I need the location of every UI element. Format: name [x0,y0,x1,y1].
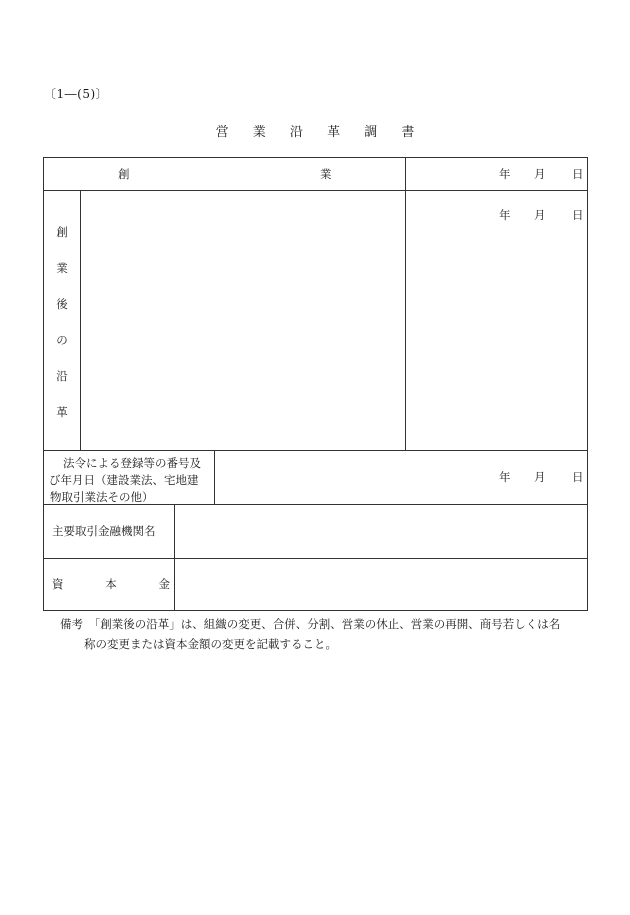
remarks-note [60,614,590,654]
label-char: 沿 [56,369,68,383]
founding-date-input[interactable] [406,158,587,190]
label-char: 革 [56,405,68,419]
title-char: 営 [215,125,229,140]
form-table [43,157,588,611]
history-date-field[interactable] [406,228,587,450]
label-char: 後 [56,297,68,311]
bank-input[interactable] [175,505,587,558]
history-date [499,207,584,223]
page-title [0,121,630,140]
label-char: 創 [56,225,68,239]
month-label: 月 [534,208,546,222]
day-label: 日 [572,470,584,484]
title-char: 革 [327,125,341,140]
label-char: の [56,333,68,347]
title-char: 調 [364,125,378,140]
history-content-field[interactable] [81,191,405,450]
founding-label-right: 業 [320,167,332,181]
form-number: 〔1―(5)〕 [44,87,109,101]
registration-label-line: 法令による登録等の番号及 [63,456,201,470]
title-char: 書 [401,125,415,140]
month-label: 月 [534,470,546,484]
capital-label [52,576,170,593]
capital-input[interactable] [175,559,587,610]
year-label: 年 [499,167,511,181]
year-label: 年 [499,470,511,484]
year-label: 年 [499,208,511,222]
label-char: 業 [56,261,68,275]
registration-label-line: び年月日（建設業法、宅地建 [49,473,199,487]
label-char: 本 [105,577,117,591]
remarks-line: 備考 「創業後の沿革」は、組織の変更、合併、分割、営業の休止、営業の再開、商号若しくは名 [60,617,561,631]
title-char: 沿 [289,125,303,140]
title-char: 業 [252,125,266,140]
bank-label: 主要取引金融機関名 [52,524,156,538]
day-label: 日 [572,167,584,181]
registration-input[interactable] [215,451,587,504]
registration-label [50,455,214,506]
founding-label-left: 創 [118,167,130,181]
day-label: 日 [572,208,584,222]
label-char: 資 [52,577,64,591]
month-label: 月 [534,167,546,181]
registration-label-line: 物取引業法その他） [50,490,154,504]
history-vertical-label [52,224,72,440]
remarks-line: 称の変更または資本金額の変更を記載すること。 [84,637,337,651]
label-char: 金 [158,577,170,591]
